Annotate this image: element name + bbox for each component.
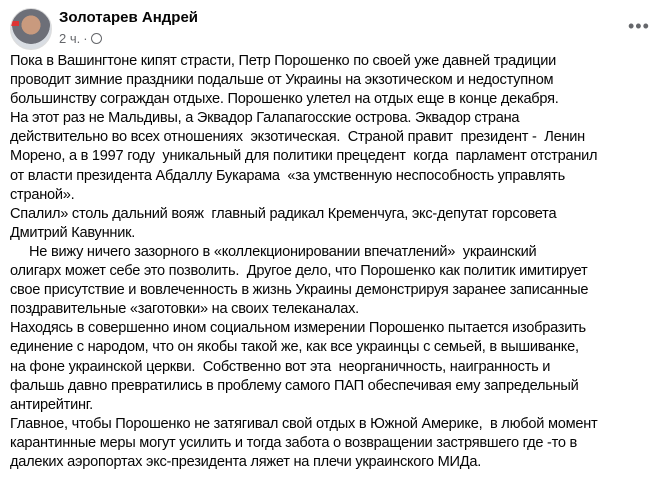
post-text-line: от власти президента Абдаллу Букарама «за умственную неспособность управлять bbox=[10, 167, 565, 184]
post-text-line: На этот раз не Мальдивы, а Эквадор Галапагосские острова. Эквадор страна bbox=[10, 110, 520, 127]
more-dots-icon[interactable]: ••• bbox=[628, 16, 650, 36]
post-text-line: действительно во всех отношениях экзотическая. Страной правит президент - Ленин bbox=[10, 129, 585, 146]
post-text-line: на фоне украинской церкви. Собственно вот эта неорганичность, наигранность и bbox=[10, 358, 551, 375]
post-text-line: Находясь в совершенно ином социальном измерении Порошенко пытается изобразить bbox=[10, 320, 586, 337]
post-text-line: страной». bbox=[10, 186, 75, 203]
post-text bbox=[10, 52, 665, 472]
avatar-logo-fragment bbox=[11, 21, 19, 26]
post-header bbox=[0, 0, 668, 52]
post-text-line: Дмитрий Кавунник. bbox=[10, 224, 136, 241]
post-text-line: проводит зимние праздники подальше от Украины на экзотическом и недоступном bbox=[10, 72, 554, 89]
post-text-line: единение с народом, что он якобы такой же, как все украинцы с семьей, в вышиванке, bbox=[10, 339, 579, 356]
post-time[interactable]: 2 ч. bbox=[59, 31, 81, 46]
separator: · bbox=[83, 31, 88, 46]
post-text-line: антирейтинг. bbox=[10, 396, 93, 413]
post-text-line: поздравительные «заготовки» на своих телеканалах. bbox=[10, 301, 359, 318]
post-text-line: Не вижу ничего зазорного в «коллекционировании впечатлений» украинский bbox=[10, 243, 537, 260]
post-meta bbox=[59, 31, 102, 46]
post-text-line: большинству сограждан отдыхе. Порошенко улетел на отдых еще в конце декабря. bbox=[10, 91, 559, 108]
post-text-line: Спалил» столь дальний вояж главный радикал Кременчуга, экс-депутат горсовета bbox=[10, 205, 557, 222]
post-text-line: Пока в Вашингтоне кипят страсти, Петр Порошенко по своей уже давней традиции bbox=[10, 53, 557, 69]
avatar[interactable] bbox=[10, 8, 52, 50]
post-text-line: Главное, чтобы Порошенко не затягивал свой отдых в Южной Америке, в любой момент bbox=[10, 415, 598, 432]
post-text-line: олигарх может себе это позволить. Другое дело, что Порошенко как политик имитирует bbox=[10, 263, 588, 280]
post-text-line: карантинные меры могут усилить и тогда забота о возвращении застрявшего где -то в bbox=[10, 434, 578, 451]
post-text-line: далеких аэропортах экс-президента ляжет на плечи украинского МИДа. bbox=[10, 453, 482, 470]
globe-icon bbox=[91, 33, 102, 44]
post-text-line: свое присутствие и вовлеченность в жизнь Украины демонстрируя заранее записанные bbox=[10, 282, 589, 299]
author-name[interactable]: Золотарев Андрей bbox=[59, 9, 199, 26]
post-text-line: фальшь давно превратились в проблему самого ПАП обеспечивая ему запредельный bbox=[10, 377, 579, 394]
post-text-line: Морено, а в 1997 году уникальный для политики прецедент когда парламент отстранил bbox=[10, 148, 598, 165]
